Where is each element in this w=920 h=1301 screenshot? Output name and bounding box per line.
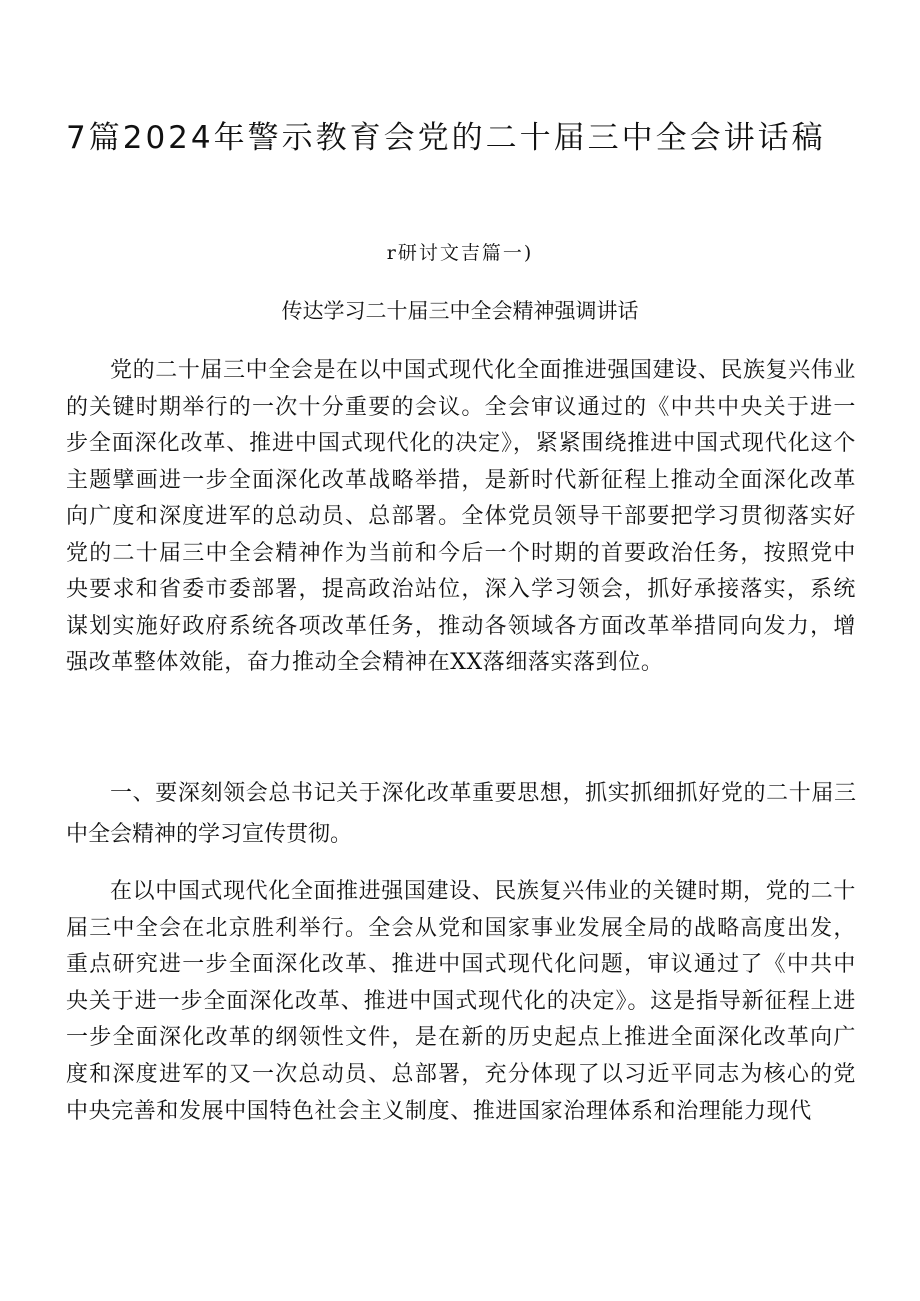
section-heading-1: 一、要深刻领会总书记关于深化改革重要思想，抓实抓细抓好党的二十届三中全会精神的学习宣传贯彻。 <box>66 781 856 847</box>
speech-title: 传达学习二十届三中全会精神强调讲话 <box>281 299 639 323</box>
body-paragraph-2: 在以中国式现代化全面推进强国建设、民族复兴伟业的关键时期，党的二十届三中全会在北京胜利举行。全会从党和国家事业发展全局的战略高度出发，重点研究进一步全面深化改革、推进中国式现代化问题，审议通过了《中共中央关于进一步全面深化改革、推进中国式现代化的决定》。这是指导新征程上进一步全面深化改革的纲领性文件，是在新的历史起点上推进全面深化改革向广度和深度进军的又一次总动员、总部署，充分体现了以习近平同志为核心的党中央完善和发展中国特色社会主义制度、推进国家治理体系和治理能力现代 <box>66 879 856 1124</box>
document-title: 7篇2024年警示教育会党的二十届三中全会讲话稿 <box>66 120 826 156</box>
document-subtitle: r研讨文吉篇一) <box>386 242 534 264</box>
body-paragraph-1: 党的二十届三中全会是在以中国式现代化全面推进强国建设、民族复兴伟业的关键时期举行的一次十分重要的会议。全会审议通过的《中共中央关于进一步全面深化改革、推进中国式现代化的决定》，紧紧围绕推进中国式现代化这个主题擘画进一步全面深化改革战略举措，是新时代新征程上推动全面深化改革向广度和深度进军的总动员、总部署。全体党员领导干部要把学习贯彻落实好党的二十届三中全会精神作为当前和今后一个时期的首要政治任务，按照党中央要求和省委市委部署，提高政治站位，深入学习领会，抓好承接落实，系统谋划实施好政府系统各项改革任务，推动各领域各方面改革举措同向发力，增强改革整体效能，奋力推动全会精神在XX落细落实落到位。 <box>66 358 856 675</box>
